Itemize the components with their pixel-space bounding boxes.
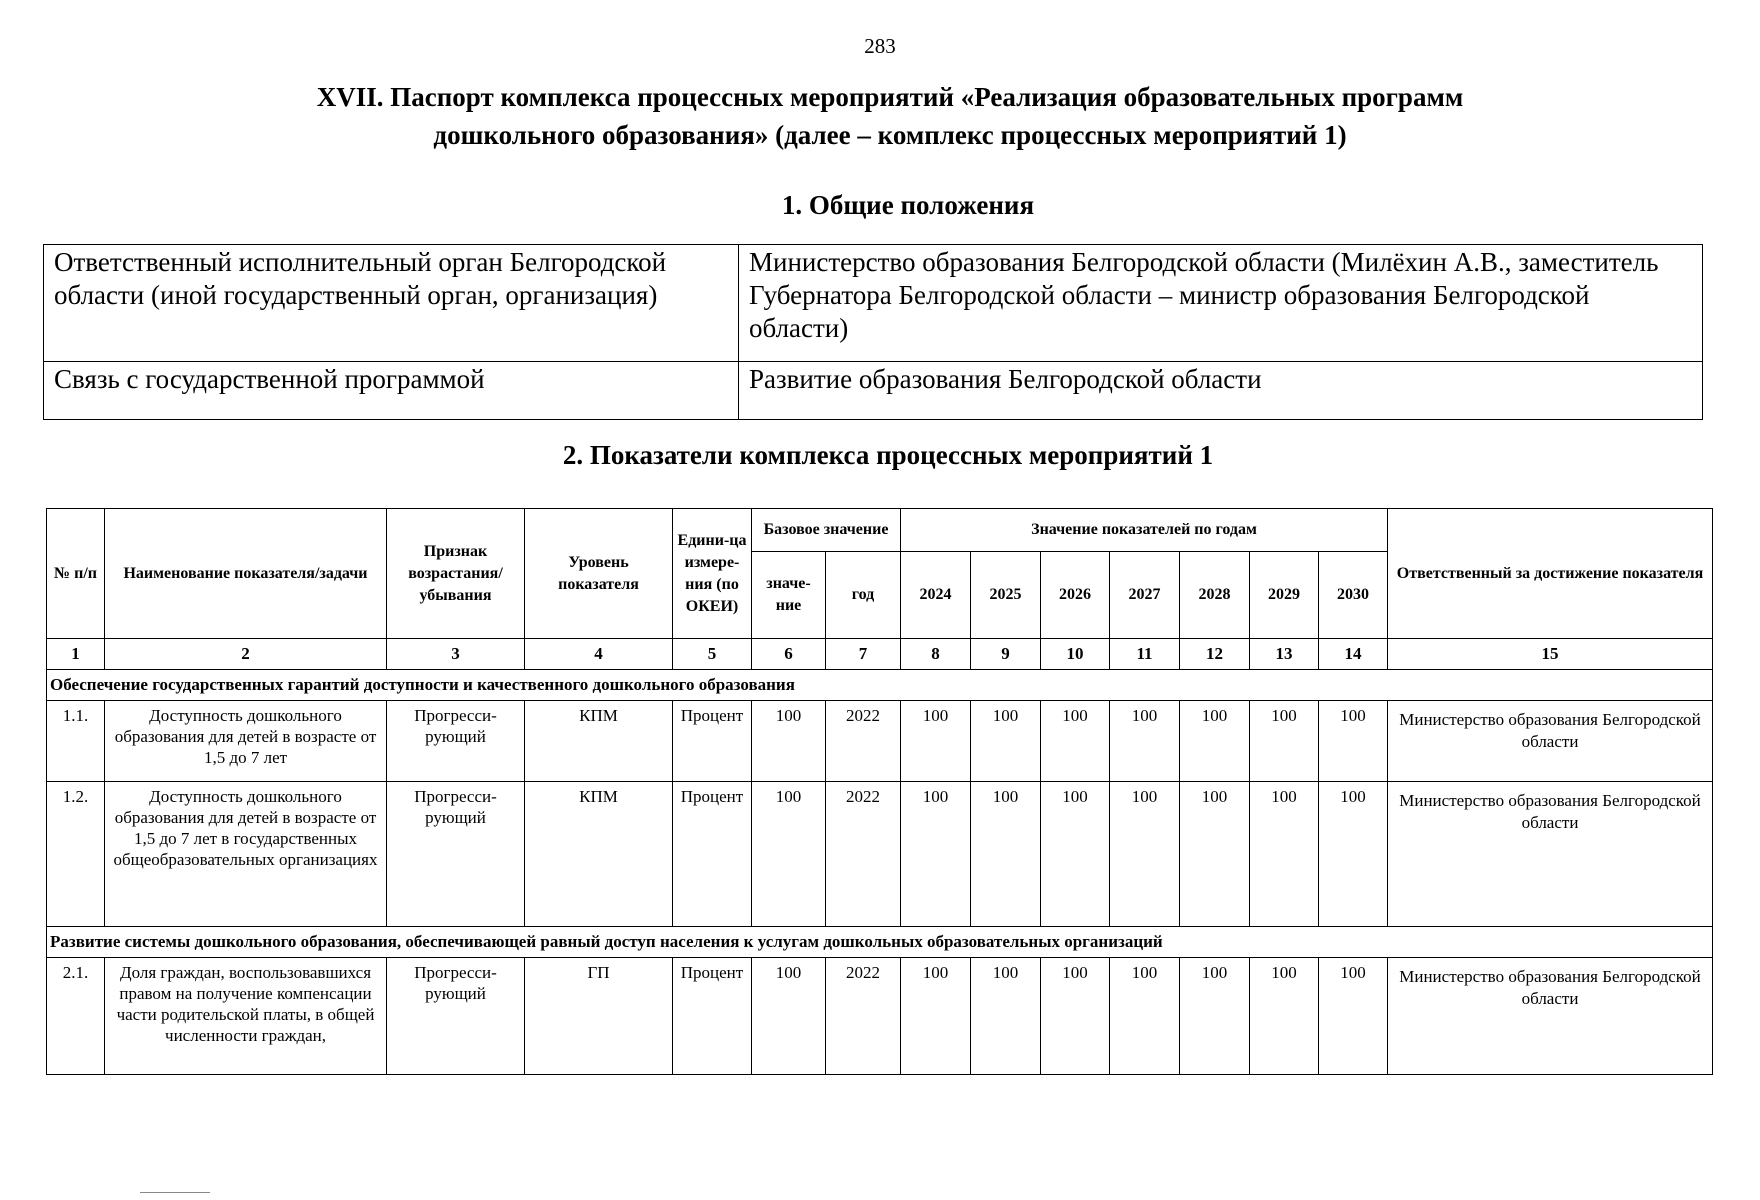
row-num: 1.2. — [47, 782, 105, 927]
column-number: 14 — [1319, 639, 1388, 670]
column-number: 11 — [1110, 639, 1180, 670]
header-unit: Едини-ца измере-ния (по ОКЕИ) — [673, 509, 752, 639]
row-level: ГП — [525, 958, 673, 1075]
row-base-year: 2022 — [826, 701, 901, 782]
column-number: 1 — [47, 639, 105, 670]
row-value: 100 — [971, 958, 1041, 1075]
row-responsible: Министерство образования Белгородской области — [1388, 958, 1713, 1075]
column-number: 13 — [1250, 639, 1319, 670]
row-name: Доступность дошкольного образования для детей в возрасте от 1,5 до 7 лет — [105, 701, 387, 782]
row-unit: Процент — [673, 958, 752, 1075]
header-year: 2028 — [1180, 552, 1250, 639]
row-value: 100 — [1250, 958, 1319, 1075]
general-row — [44, 362, 1703, 420]
column-number: 2 — [105, 639, 387, 670]
row-base-year: 2022 — [826, 958, 901, 1075]
column-number: 9 — [971, 639, 1041, 670]
row-sign: Прогресси-рующий — [387, 701, 525, 782]
general-label-responsible: Ответственный исполнительный орган Белгородской области (иной государственный орган, организация) — [44, 245, 739, 362]
column-number: 6 — [752, 639, 826, 670]
header-sign: Признак возрастания/ убывания — [387, 509, 525, 639]
row-value: 100 — [901, 782, 971, 927]
general-value-program: Развитие образования Белгородской области — [739, 362, 1703, 420]
row-value: 100 — [901, 958, 971, 1075]
section-1-heading: 1. Общие положения — [781, 190, 1035, 220]
row-num: 1.1. — [47, 701, 105, 782]
task-2-title: Развитие системы дошкольного образования, обеспечивающей равный доступ населения к услугам дошкольных образовательных организаций — [47, 927, 1713, 958]
row-value: 100 — [1041, 701, 1110, 782]
row-value: 100 — [1180, 782, 1250, 927]
header-year: 2030 — [1319, 552, 1388, 639]
header-base-value: значе-ние — [752, 552, 826, 639]
row-value: 100 — [1319, 958, 1388, 1075]
row-value: 100 — [1319, 701, 1388, 782]
row-value: 100 — [1180, 958, 1250, 1075]
row-base-value: 100 — [752, 701, 826, 782]
table-row — [47, 701, 1713, 782]
row-unit: Процент — [673, 701, 752, 782]
section-2-heading: 2. Показатели комплекса процессных мероприятий 1 — [562, 440, 1214, 470]
column-number: 5 — [673, 639, 752, 670]
row-base-year: 2022 — [826, 782, 901, 927]
header-base-year: год — [826, 552, 901, 639]
title-line-1: XVII. Паспорт комплекса процессных мероприятий «Реализация образовательных программ — [316, 82, 1464, 112]
task-1-title: Обеспечение государственных гарантий доступности и качественного дошкольного образования — [47, 670, 1713, 701]
column-number: 4 — [525, 639, 673, 670]
header-year: 2026 — [1041, 552, 1110, 639]
header-years-group: Значение показателей по годам — [901, 509, 1388, 552]
row-responsible: Министерство образования Белгородской области — [1388, 701, 1713, 782]
row-value: 100 — [1110, 958, 1180, 1075]
row-unit: Процент — [673, 782, 752, 927]
general-value-responsible: Министерство образования Белгородской области (Милёхин А.В., заместитель Губернатора Белгородской области – министр образования Белгородской области) — [739, 245, 1703, 362]
row-value: 100 — [1250, 782, 1319, 927]
column-numbers-row — [47, 639, 1713, 670]
column-number: 7 — [826, 639, 901, 670]
header-year: 2029 — [1250, 552, 1319, 639]
row-value: 100 — [901, 701, 971, 782]
task-row — [47, 670, 1713, 701]
header-year: 2025 — [971, 552, 1041, 639]
header-responsible: Ответственный за достижение показателя — [1388, 509, 1713, 639]
header-name: Наименование показателя/задачи — [105, 509, 387, 639]
row-value: 100 — [971, 782, 1041, 927]
column-number: 12 — [1180, 639, 1250, 670]
table-row — [47, 958, 1713, 1075]
general-row — [44, 245, 1703, 362]
document-title — [180, 78, 1600, 154]
row-name: Доля граждан, воспользовавшихся правом на получение компенсации части родительской платы, в общей численности граждан, — [105, 958, 387, 1075]
row-responsible: Министерство образования Белгородской области — [1388, 782, 1713, 927]
header-base: Базовое значение — [752, 509, 901, 552]
header-year: 2024 — [901, 552, 971, 639]
row-value: 100 — [1319, 782, 1388, 927]
task-row — [47, 927, 1713, 958]
header-year: 2027 — [1110, 552, 1180, 639]
footer-divider — [140, 1192, 210, 1193]
header-row — [47, 509, 1713, 552]
row-value: 100 — [1041, 782, 1110, 927]
row-base-value: 100 — [752, 958, 826, 1075]
row-value: 100 — [971, 701, 1041, 782]
row-level: КПМ — [525, 701, 673, 782]
column-number: 8 — [901, 639, 971, 670]
row-value: 100 — [1041, 958, 1110, 1075]
indicators-table — [46, 508, 1713, 1075]
row-value: 100 — [1110, 782, 1180, 927]
header-num: № п/п — [47, 509, 105, 639]
row-value: 100 — [1110, 701, 1180, 782]
row-value: 100 — [1180, 701, 1250, 782]
column-number: 3 — [387, 639, 525, 670]
header-level: Уровень показателя — [525, 509, 673, 639]
row-value: 100 — [1250, 701, 1319, 782]
column-number: 10 — [1041, 639, 1110, 670]
row-level: КПМ — [525, 782, 673, 927]
row-sign: Прогресси-рующий — [387, 782, 525, 927]
row-base-value: 100 — [752, 782, 826, 927]
column-number: 15 — [1388, 639, 1713, 670]
row-name: Доступность дошкольного образования для детей в возрасте от 1,5 до 7 лет в государственных общеобразовательных организациях — [105, 782, 387, 927]
general-provisions-table — [43, 244, 1703, 420]
page-number: 283 — [864, 34, 896, 58]
row-num: 2.1. — [47, 958, 105, 1075]
title-line-2: дошкольного образования» (далее – комплекс процессных мероприятий 1) — [433, 120, 1347, 150]
row-sign: Прогресси-рующий — [387, 958, 525, 1075]
general-label-program: Связь с государственной программой — [44, 362, 739, 420]
table-row — [47, 782, 1713, 927]
